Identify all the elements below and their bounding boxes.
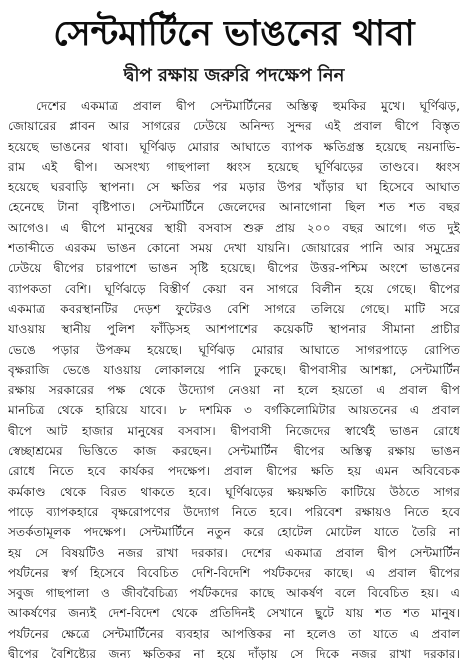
article-line: হয়েছে ঘরবাড়ি স্থাপনা। সে ক্ষতির পর মড়ার উপর খাঁড়ার ঘা হিসেবে আঘাত — [8, 180, 460, 195]
article-line: পাড়ে ব্যাপকহারে বৃক্ষরোপণের উদ্যোগ নিতে হবে। পরিবেশ রক্ষায়ও নিতে হবে — [8, 504, 460, 519]
article-line: স্বেচ্ছাশ্রমের ভিত্তিতে কাজ করছেন। সেন্টমার্টিন দ্বীপের অস্তিত্ব রক্ষায় ভাঙন — [8, 444, 460, 459]
article-line: পর্যটনের ক্ষেত্রে সেন্টমার্টিনের ব্যবহার আপত্তিকর না হলেও তা যাতে এ প্রবাল — [8, 626, 460, 641]
article-line: সতর্কতামূলক পদক্ষেপ। সেন্টমার্টিনে নতুন করে হোটেল মোটেল যাতে তৈরি না — [8, 525, 460, 540]
article-line: রোধে নিতে হবে কার্যকর পদক্ষেপ। প্রবাল দ্বীপের ক্ষতি হয় এমন অবিবেচক — [8, 464, 460, 479]
article-body — [8, 96, 460, 664]
article-line: সবুজ গাছপালা ও জীববৈচিত্র্য পর্যটকদের কাছে আকর্ষণ বলে বিবেচিত হয়। এ — [8, 586, 460, 601]
article-line: হয়েছে ভাঙনের থাবা। ঘূর্ণিঝড় মোরার আঘাতে ব্যাপক ক্ষতিগ্রস্ত হয়েছে নয়নাভি- — [8, 139, 460, 154]
article-line: কর্মকাণ্ড থেকে বিরত থাকতে হবে। ঘূর্ণিঝড়ের ক্ষয়ক্ষতি কাটিয়ে উঠতে সাগর — [8, 484, 460, 499]
article-line: ব্যাপকতা বেশি। ঘূর্ণিঝড়ে বিস্তীর্ণ কেয়া বন সাগরে বিলীন হয়ে গেছে। দ্বীপের — [8, 281, 460, 296]
article-line: জোয়ারের প্লাবন আর সাগরের ঢেউয়ে অনিন্দ্য সুন্দর এই প্রবাল দ্বীপে বিস্তৃত — [8, 119, 460, 134]
headline: সেন্টমার্টিনে ভাঙনের থাবা — [53, 14, 415, 54]
article-line: একমাত্র কবরস্থানটির দেড়শ ফুটেরও বেশি সাগরে তলিয়ে গেছে। মাটি সরে — [8, 301, 460, 316]
article-line: বৃক্ষরাজি ভেঙে যাওয়ায় লোকালয়ে পানি ঢুকছে। দ্বীপবাসীর আশঙ্কা, সেন্টমার্টিন — [8, 362, 460, 377]
subheadline: দ্বীপ রক্ষায় জরুরি পদক্ষেপ নিন — [123, 65, 345, 86]
article-line: হেনেছে টানা বৃষ্টিপাত। সেন্টমার্টিনে জেলেদের আনাগোনা ছিল শত শত বছর — [8, 200, 460, 215]
article-line: মানচিত্র থেকে হারিয়ে যাবে। ৮ দশমিক ৩ বর্গকিলোমিটার আয়তনের এ প্রবাল — [8, 403, 460, 418]
article-line: রাম এই দ্বীপ। অসংখ্য গাছপালা ধ্বংস হয়েছে ঘূর্ণিঝড়ের তাণ্ডবে। ধ্বংস — [8, 159, 460, 174]
article-line: দ্বীপের বৈশিষ্ট্যের জন্য ক্ষতিকর না হয়ে দাঁড়ায় সে দিকে নজর রাখা দরকার। — [8, 647, 460, 662]
article-line: আগেও। এ দ্বীপে মানুষের স্থায়ী বসবাস শুরু প্রায় ২০০ বছর আগে। গত দুই — [8, 220, 460, 235]
article-line: ভেঙে পড়ার উপক্রম হয়েছে। ঘূর্ণিঝড় মোরার আঘাতে সাগরপাড়ে রোপিত — [8, 342, 460, 357]
article-line: রক্ষায় সরকারের পক্ষ থেকে উদ্যোগ নেওয়া না হলে হয়তো এ প্রবাল দ্বীপ — [8, 383, 460, 398]
article-line: দ্বীপে আট হাজার মানুষের বসবাস। দ্বীপবাসী নিজেদের স্বার্থেই ভাঙন রোধে — [8, 423, 460, 438]
article-line: শতাব্দীতে এরকম ভাঙন কোনো সময় দেখা যায়নি। জোয়ারের পানি আর সমুদ্রের — [8, 241, 460, 256]
article-line: ঢেউয়ে দ্বীপের চারপাশে ভাঙন সৃষ্টি হয়েছে। দ্বীপের উত্তর-পশ্চিম অংশে ভাঙনের — [8, 261, 460, 276]
article-line: আকর্ষণের জন্যই দেশ-বিদেশ থেকে প্রতিদিনই সেখানে ছুটে যায় শত শত মানুষ। — [8, 606, 460, 621]
article-line: দেশের একমাত্র প্রবাল দ্বীপ সেন্টমার্টিনের অস্তিত্ব হুমকির মুখে। ঘূর্ণিঝড়, — [36, 99, 460, 113]
article-line: পর্যটনের স্বর্গ হিসেবে বিবেচিত দেশি-বিদেশি পর্যটকদের কাছে। এ প্রবাল দ্বীপের — [8, 565, 460, 580]
article-line: হয় সে বিষয়টিও নজর রাখা দরকার। দেশের একমাত্র প্রবাল দ্বীপ সেন্টমার্টিন — [8, 545, 460, 560]
article-line: যাওয়ায় স্থানীয় পুলিশ ফাঁড়িসহ আশপাশের কয়েকটি স্থাপনার সীমানা প্রাচীর — [8, 322, 460, 337]
